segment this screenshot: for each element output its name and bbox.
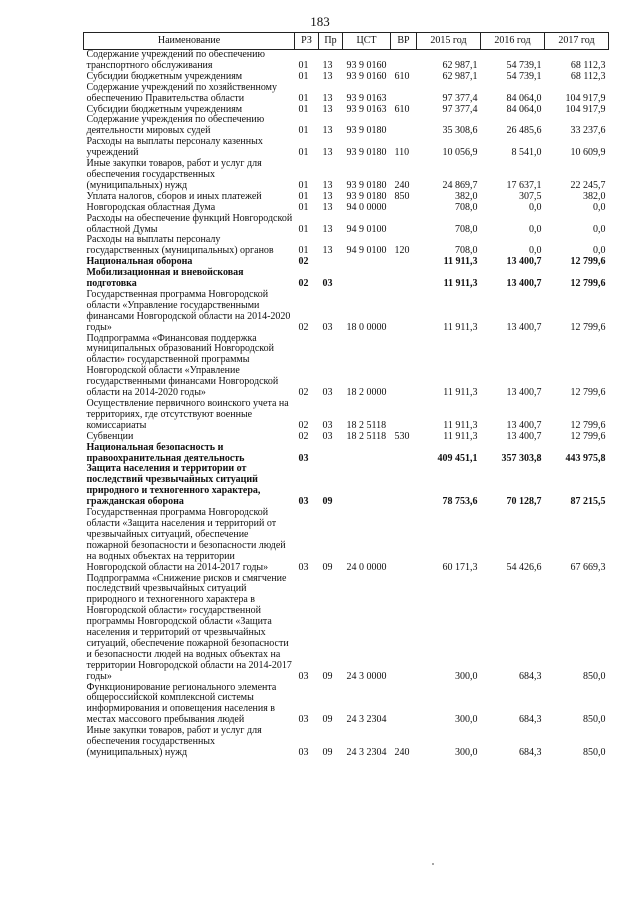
cell-cst <box>343 443 391 465</box>
cell-rz: 02 <box>298 321 309 333</box>
cell-cst: 93 9 0163 <box>346 92 387 104</box>
cell-pr: 09 <box>322 747 333 758</box>
cell-name: Осуществление первичного воинского учета на территориях, где отсутствуют военные комиссариаты <box>86 398 289 431</box>
table-header <box>84 33 609 50</box>
table-row <box>84 50 609 72</box>
cell-rz: 01 <box>298 223 309 235</box>
cell-cst <box>343 464 391 508</box>
cell-2017: 443 975,8 <box>565 452 606 464</box>
cell-name: Подпрограмма «Финансовая поддержка муниципальных образований Новгородской области» государственной программы Новгородской области «Управление государственными финансами Новгородской области на 2014-2020 годы» <box>86 332 279 399</box>
cell-name: Подпрограмма «Снижение рисков и смягчение последствий чрезвычайных ситуаций природного и техногенного характера в Новгородской области» государственной программы Новгородской области «Защита населения и территорий от чрезвычайных ситуаций, обеспечение пожарной безопасности и безопасности людей на водных объектах на территории Новгородской области на 2014-2017 годы» <box>86 572 292 682</box>
table-row <box>84 115 609 137</box>
cell-pr: 09 <box>322 561 333 573</box>
cell-2017: 10 609,9 <box>570 147 606 159</box>
cell-vr <box>391 508 417 573</box>
cell-2016: 13 400,7 <box>506 278 542 290</box>
cell-2015: 11 911,3 <box>443 256 478 268</box>
table-row <box>84 268 609 290</box>
cell-cst: 93 9 0180 <box>346 179 387 191</box>
cell-vr: 110 <box>394 147 410 159</box>
cell-vr <box>391 50 417 72</box>
cell-cst: 18 2 0000 <box>346 387 387 399</box>
cell-vr: 120 <box>394 245 410 257</box>
cell-2016: 84 064,0 <box>506 103 542 115</box>
cell-pr <box>319 443 343 465</box>
cell-vr: 610 <box>394 103 410 115</box>
cell-2015: 11 911,3 <box>443 387 478 399</box>
cell-vr <box>391 115 417 137</box>
cell-2016: 13 400,7 <box>506 430 542 442</box>
cell-pr: 03 <box>322 419 333 431</box>
cell-vr <box>391 268 417 290</box>
cell-rz: 02 <box>298 419 309 431</box>
cell-2015: 708,0 <box>455 223 478 235</box>
cell-name: Субвенции <box>86 430 134 442</box>
table-row <box>84 214 609 236</box>
cell-2016: 70 128,7 <box>506 496 542 508</box>
cell-2015: 62 987,1 <box>442 70 478 82</box>
cell-2016: 357 303,8 <box>501 452 542 464</box>
cell-rz: 03 <box>298 670 309 682</box>
cell-2017: 12 799,6 <box>570 430 606 442</box>
cell-name: Расходы на выплаты персоналу государственных (муниципальных) органов <box>86 234 274 257</box>
table-row <box>84 443 609 465</box>
cell-2016: 13 400,7 <box>506 419 542 431</box>
cell-2016: 54 426,6 <box>506 561 542 573</box>
cell-2016: 0,0 <box>529 223 542 235</box>
cell-name: Иные закупки товаров, работ и услуг для обеспечения государственных (муниципальных) нужд <box>86 725 262 758</box>
cell-pr: 09 <box>322 714 333 726</box>
cell-2017: 12 799,6 <box>570 256 606 268</box>
cell-rz: 03 <box>298 496 309 508</box>
cell-2017: 22 245,7 <box>570 179 606 191</box>
header-pr: Пр <box>319 33 343 50</box>
header-vr: ВР <box>391 33 417 50</box>
cell-2015: 11 911,3 <box>443 321 478 333</box>
cell-cst: 18 2 5118 <box>346 430 387 442</box>
cell-2015: 62 987,1 <box>442 59 478 71</box>
cell-name: Государственная программа Новгородской области «Защита населения и территорий от чрезвычайных ситуаций, обеспечение пожарной безопасности и безопасности людей на водных объектах на территории Новгородской области на 2014-2017 годы» <box>86 507 286 573</box>
table-row <box>84 464 609 508</box>
cell-cst: 24 0 0000 <box>346 561 387 573</box>
cell-2015: 708,0 <box>455 245 478 257</box>
cell-rz: 01 <box>298 70 309 82</box>
cell-pr: 13 <box>322 125 333 137</box>
cell-name: Иные закупки товаров, работ и услуг для обеспечения государственных (муниципальных) нужд <box>86 158 262 191</box>
cell-rz: 02 <box>298 256 309 268</box>
cell-rz: 01 <box>298 201 309 213</box>
cell-name: Национальная безопасность и правоохранительная деятельность <box>86 441 245 464</box>
cell-vr <box>391 443 417 465</box>
cell-pr: 13 <box>322 147 333 159</box>
cell-name: Субсидии бюджетным учреждениям <box>86 70 243 82</box>
cell-cst: 94 9 0100 <box>346 245 387 257</box>
cell-2015: 10 056,9 <box>442 147 478 159</box>
cell-2017: 68 112,3 <box>570 59 606 71</box>
cell-2015: 300,0 <box>455 714 478 726</box>
table-row <box>84 683 609 727</box>
cell-cst: 93 9 0160 <box>346 70 387 82</box>
cell-pr: 03 <box>322 321 333 333</box>
cell-rz: 01 <box>298 103 309 115</box>
cell-2016: 0,0 <box>529 245 542 257</box>
cell-2015: 409 451,1 <box>437 452 478 464</box>
cell-2017: 0,0 <box>593 245 606 257</box>
cell-pr: 13 <box>322 103 333 115</box>
cell-2017: 104 917,9 <box>565 92 606 104</box>
cell-2016: 684,3 <box>519 670 542 682</box>
cell-pr: 13 <box>322 245 333 257</box>
cell-2015: 300,0 <box>455 670 478 682</box>
cell-name: Содержание учреждений по хозяйственному обеспечению Правительства области <box>86 81 277 104</box>
cell-cst: 24 3 2304 <box>346 747 387 758</box>
cell-2016: 84 064,0 <box>506 92 542 104</box>
cell-rz: 02 <box>298 387 309 399</box>
cell-name: Расходы на выплаты персоналу казенных учреждений <box>86 136 263 159</box>
cell-2015: 24 869,7 <box>442 179 478 191</box>
cell-vr <box>391 464 417 508</box>
cell-vr <box>391 290 417 334</box>
cell-2017: 33 237,6 <box>570 125 606 137</box>
cell-2016: 26 485,6 <box>506 125 542 137</box>
cell-rz: 01 <box>298 190 309 202</box>
cell-2017: 12 799,6 <box>570 419 606 431</box>
cell-cst: 94 0 0000 <box>346 201 387 213</box>
cell-cst <box>343 268 391 290</box>
cell-2016: 684,3 <box>519 714 542 726</box>
cell-rz: 01 <box>298 125 309 137</box>
cell-rz: 01 <box>298 179 309 191</box>
cell-pr: 03 <box>322 430 333 442</box>
header-2015: 2015 год <box>417 33 481 50</box>
header-2017: 2017 год <box>545 33 609 50</box>
cell-name: Государственная программа Новгородской области «Управление государственными финансами Новгородской области на 2014-2020 годы» <box>86 288 291 333</box>
header-cst: ЦСТ <box>343 33 391 50</box>
cell-pr: 13 <box>322 70 333 82</box>
cell-vr <box>391 334 417 399</box>
cell-2016: 0,0 <box>529 201 542 213</box>
cell-rz: 03 <box>298 561 309 573</box>
table-row <box>84 83 609 105</box>
cell-name: Новгородская областная Дума <box>86 201 216 213</box>
cell-2017: 0,0 <box>593 223 606 235</box>
cell-pr: 13 <box>322 201 333 213</box>
cell-pr: 03 <box>322 278 333 290</box>
cell-2015: 97 377,4 <box>442 92 478 104</box>
cell-2015: 382,0 <box>455 190 478 202</box>
cell-vr <box>391 399 417 432</box>
cell-pr: 03 <box>322 387 333 399</box>
page-number: 183 <box>310 14 330 29</box>
cell-2017: 0,0 <box>593 201 606 213</box>
cell-cst: 94 9 0100 <box>346 223 387 235</box>
cell-rz: 03 <box>298 714 309 726</box>
cell-name: Содержание учреждения по обеспечению деятельности мировых судей <box>86 114 265 137</box>
cell-vr <box>391 203 417 214</box>
cell-2015: 300,0 <box>455 747 478 758</box>
cell-cst: 93 9 0160 <box>346 59 387 71</box>
cell-2016: 13 400,7 <box>506 256 542 268</box>
header-2016: 2016 год <box>481 33 545 50</box>
cell-2017: 12 799,6 <box>570 278 606 290</box>
cell-2016: 54 739,1 <box>506 59 542 71</box>
cell-cst: 18 0 0000 <box>346 321 387 333</box>
cell-vr <box>391 683 417 727</box>
cell-name: Защита населения и территории от последствий чрезвычайных ситуаций природного и техногенного характера, гражданская оборона <box>86 463 261 508</box>
cell-vr: 850 <box>394 190 410 202</box>
cell-2016: 13 400,7 <box>506 321 542 333</box>
cell-2015: 11 911,3 <box>443 419 478 431</box>
cell-name: Функционирование регионального элемента общероссийской комплексной системы информирования и оповещения населения в местах массового пребывания людей <box>86 681 277 726</box>
cell-2016: 13 400,7 <box>506 387 542 399</box>
cell-cst: 93 9 0180 <box>346 190 387 202</box>
scan-speck <box>432 863 434 865</box>
cell-pr <box>319 257 343 268</box>
cell-name: Уплата налогов, сборов и иных платежей <box>86 190 262 202</box>
cell-2015: 78 753,6 <box>442 496 478 508</box>
cell-vr: 530 <box>394 430 410 442</box>
cell-2016: 54 739,1 <box>506 70 542 82</box>
cell-vr: 610 <box>394 70 410 82</box>
cell-2016: 684,3 <box>519 747 542 758</box>
cell-2015: 708,0 <box>455 201 478 213</box>
cell-vr <box>391 257 417 268</box>
table-row <box>84 432 609 443</box>
cell-cst: 93 9 0180 <box>346 147 387 159</box>
table-body <box>84 50 609 759</box>
cell-name: Национальная оборона <box>86 256 193 268</box>
cell-2016: 17 637,1 <box>506 179 542 191</box>
cell-2015: 35 308,6 <box>442 125 478 137</box>
table-row <box>84 137 609 159</box>
cell-2016: 8 541,0 <box>511 147 542 159</box>
cell-rz: 01 <box>298 147 309 159</box>
cell-pr: 13 <box>322 223 333 235</box>
cell-cst: 18 2 5118 <box>346 419 387 431</box>
cell-2016: 307,5 <box>519 190 542 202</box>
cell-2015: 97 377,4 <box>442 103 478 115</box>
cell-2017: 382,0 <box>583 190 606 202</box>
cell-2015: 11 911,3 <box>443 430 478 442</box>
budget-table <box>83 32 609 759</box>
cell-pr: 13 <box>322 92 333 104</box>
cell-2017: 67 669,3 <box>570 561 606 573</box>
cell-name: Содержание учреждений по обеспечению транспортного обслуживания <box>86 49 265 71</box>
cell-rz: 03 <box>298 452 309 464</box>
cell-vr <box>391 574 417 683</box>
table-row <box>84 508 609 573</box>
cell-name: Субсидии бюджетным учреждениям <box>86 103 243 115</box>
header-name: Наименование <box>84 33 295 50</box>
cell-pr: 13 <box>322 59 333 71</box>
cell-2017: 850,0 <box>583 747 606 758</box>
cell-rz: 02 <box>298 278 309 290</box>
cell-2017: 104 917,9 <box>565 103 606 115</box>
table-row <box>84 235 609 257</box>
cell-vr <box>391 83 417 105</box>
cell-vr: 240 <box>394 179 410 191</box>
cell-pr: 13 <box>322 190 333 202</box>
cell-name: Расходы на обеспечение функций Новгородской областной Думы <box>86 212 293 235</box>
table-row <box>84 574 609 683</box>
cell-vr <box>391 214 417 236</box>
cell-rz: 03 <box>298 747 309 758</box>
cell-2017: 87 215,5 <box>570 496 606 508</box>
cell-cst: 24 3 2304 <box>346 714 387 726</box>
cell-rz: 02 <box>298 430 309 442</box>
cell-vr: 240 <box>394 747 410 758</box>
cell-2017: 68 112,3 <box>570 70 606 82</box>
cell-name: Мобилизационная и вневойсковая подготовка <box>86 267 244 290</box>
cell-cst: 93 9 0180 <box>346 125 387 137</box>
cell-cst <box>343 257 391 268</box>
cell-pr: 09 <box>322 496 333 508</box>
cell-rz: 01 <box>298 59 309 71</box>
cell-2017: 12 799,6 <box>570 321 606 333</box>
cell-2017: 850,0 <box>583 714 606 726</box>
table-row <box>84 290 609 334</box>
table-row <box>84 334 609 399</box>
cell-cst: 93 9 0163 <box>346 103 387 115</box>
table-row <box>84 726 609 759</box>
cell-2017: 12 799,6 <box>570 387 606 399</box>
cell-2015: 60 171,3 <box>442 561 478 573</box>
cell-rz: 01 <box>298 245 309 257</box>
cell-rz: 01 <box>298 92 309 104</box>
cell-cst: 24 3 0000 <box>346 670 387 682</box>
table-row <box>84 399 609 432</box>
cell-2017: 850,0 <box>583 670 606 682</box>
table-row <box>84 159 609 192</box>
cell-pr: 13 <box>322 179 333 191</box>
cell-pr: 09 <box>322 670 333 682</box>
table-row <box>84 203 609 214</box>
cell-2015: 11 911,3 <box>443 278 478 290</box>
header-rz: РЗ <box>295 33 319 50</box>
